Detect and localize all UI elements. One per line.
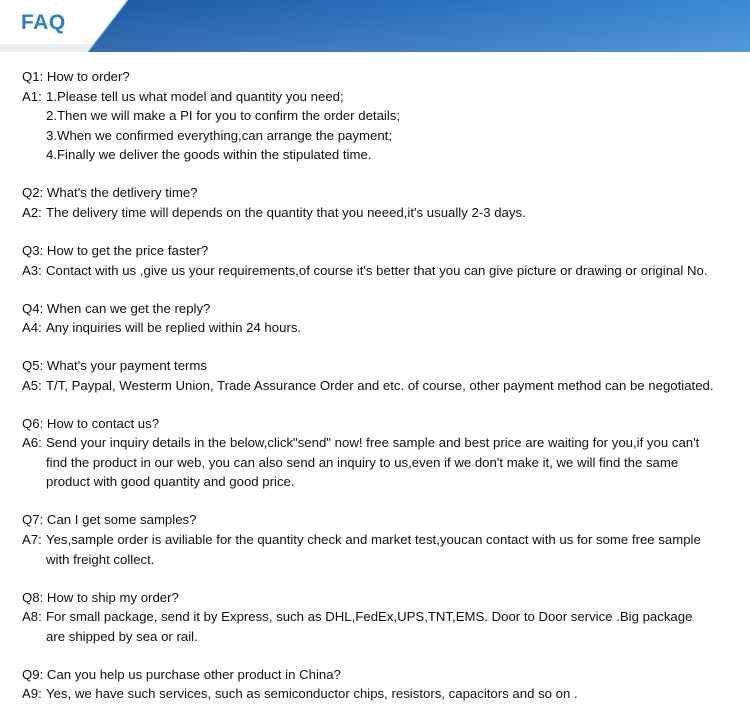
answer-line: 4.Finally we deliver the goods within the stipulated time. (46, 147, 372, 163)
faq-question: Q8: How to ship my order? (22, 589, 179, 605)
answer-text (46, 684, 748, 704)
answer-label: A7: (22, 532, 42, 548)
faq-answer (22, 376, 748, 396)
faq-item (22, 510, 748, 569)
header-banner (0, 0, 750, 52)
answer-label: A4: (22, 320, 42, 336)
answer-line: Yes,sample order is aviliable for the quantity check and market test,youcan contact with us for some free sample (46, 532, 701, 548)
answer-text (46, 376, 748, 396)
faq-item (22, 183, 748, 222)
faq-question: Q6: How to contact us? (22, 415, 160, 431)
faq-question: Q4: When can we get the reply? (22, 300, 211, 316)
faq-item (22, 665, 748, 704)
faq-item (22, 356, 748, 395)
answer-text (46, 318, 748, 338)
faq-question: Q1: How to order? (22, 69, 130, 84)
answer-line: 3.When we confirmed everything,can arrange the payment; (46, 127, 392, 143)
faq-header (0, 0, 750, 52)
faq-answer (22, 203, 748, 223)
answer-line: The delivery time will depends on the quantity that you neeed,it's usually 2-3 days. (46, 204, 526, 220)
answer-line: Yes, we have such services, such as semiconductor chips, resistors, capacitors and so on . (46, 686, 578, 702)
faq-answer (22, 607, 748, 646)
answer-text (46, 87, 748, 165)
answer-line: For small package, send it by Express, such as DHL,FedEx,UPS,TNT,EMS. Door to Door service .Big package (46, 609, 693, 625)
answer-line: Contact with us ,give us your requirements,of course it's better that you can give picture or drawing or original No. (46, 262, 708, 278)
faq-question: Q9: Can you help us purchase other product in China? (22, 666, 341, 682)
page-title: FAQ (21, 11, 66, 34)
answer-text (46, 607, 748, 646)
faq-answer (22, 318, 748, 338)
answer-label: A5: (22, 377, 42, 393)
answer-line: product with good quantity and good price. (46, 474, 295, 490)
answer-label: A8: (22, 609, 42, 625)
answer-label: A2: (22, 204, 42, 220)
answer-text (46, 530, 748, 569)
answer-line: T/T, Paypal, Westerm Union, Trade Assurance Order and etc. of course, other payment method can be negotiated. (46, 377, 714, 393)
faq-item (22, 241, 748, 280)
faq-answer (22, 530, 748, 569)
answer-line: find the product in our web, you can also send an inquiry to us,even if we don't make it, we will find the same (46, 454, 679, 470)
faq-item (22, 67, 748, 165)
faq-question: Q3: How to get the price faster? (22, 242, 209, 258)
faq-answer (22, 684, 748, 704)
faq-answer (22, 433, 748, 492)
answer-label: A6: (22, 435, 42, 451)
answer-line: with freight collect. (46, 551, 155, 567)
answer-line: Send your inquiry details in the below,click"send" now! free sample and best price are waiting for you,if you can't (46, 435, 700, 451)
faq-question: Q2: What's the detlivery time? (22, 185, 198, 201)
faq-question: Q5: What's your payment terms (22, 358, 208, 374)
faq-answer (22, 261, 748, 281)
faq-list (22, 67, 748, 722)
answer-label: A3: (22, 262, 42, 278)
answer-text (46, 261, 748, 281)
answer-text (46, 203, 748, 223)
answer-line: are shipped by sea or rail. (46, 628, 198, 644)
faq-item (22, 588, 748, 647)
faq-question: Q7: Can I get some samples? (22, 512, 197, 528)
answer-label: A1: (22, 88, 42, 104)
answer-line: 1.Please tell us what model and quantity you need; (46, 88, 344, 104)
faq-answer (22, 87, 748, 165)
faq-item (22, 414, 748, 492)
answer-label: A9: (22, 686, 42, 702)
faq-item (22, 299, 748, 338)
answer-line: Any inquiries will be replied within 24 hours. (46, 320, 302, 336)
answer-line: 2.Then we will make a PI for you to confirm the order details; (46, 108, 401, 124)
answer-text (46, 433, 748, 492)
